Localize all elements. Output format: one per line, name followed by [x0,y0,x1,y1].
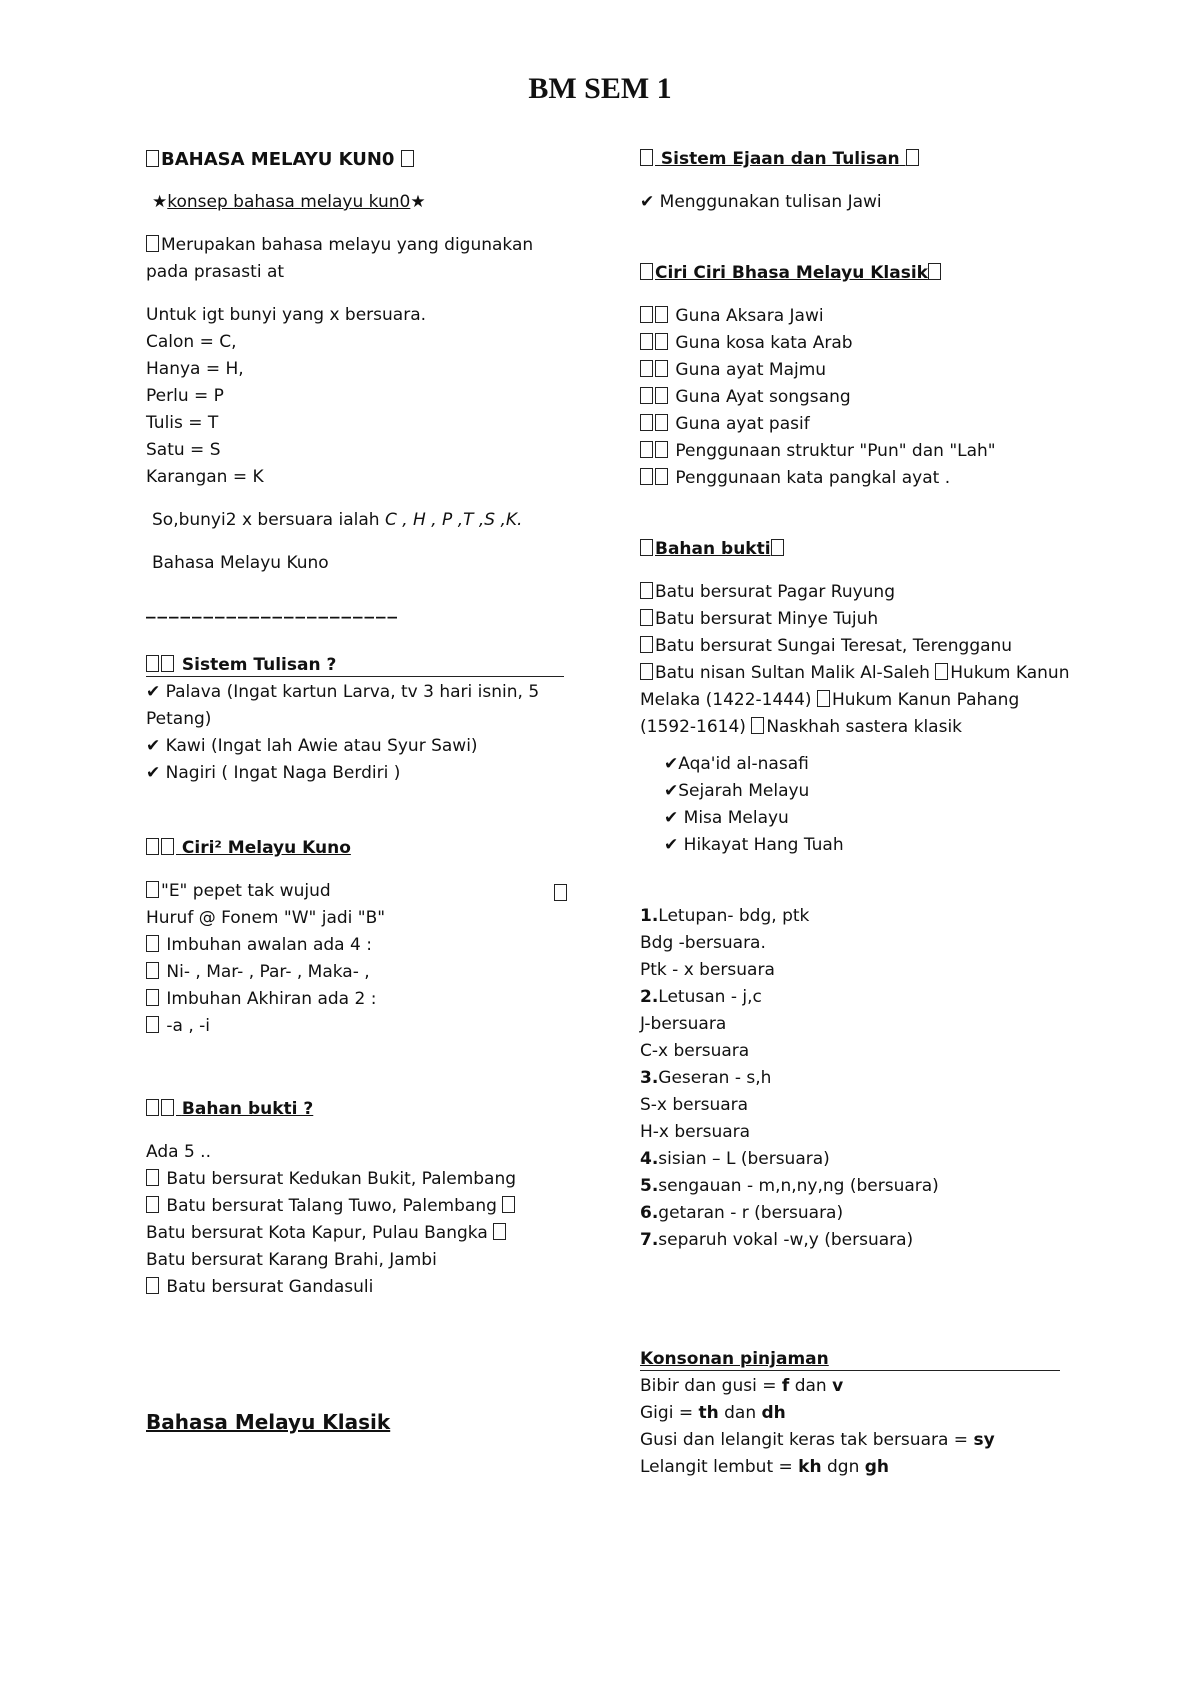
missing-glyph-icon [640,387,653,404]
missing-glyph-icon [771,539,784,556]
bukti-text: Batu bersurat Kedukan Bukit, Palembang [166,1169,517,1189]
missing-glyph-icon [146,881,159,898]
naskhah-item [640,805,1070,832]
missing-glyph-icon [817,690,830,707]
bunyi-item [640,1119,1070,1146]
check-icon: ✔ [146,763,166,783]
bunyi-item [640,1065,1070,1092]
bunyi-text: J-bersuara [640,1014,727,1034]
bmk-heading-text: BAHASA MELAYU KUN0 [161,149,395,170]
ciri-kuno-heading-text: Ciri² Melayu Kuno [181,838,351,858]
mnemonic-block [146,302,566,491]
check-icon: ✔ [664,781,679,801]
missing-glyph-icon [640,360,653,377]
missing-glyph-icon [655,441,668,458]
bunyi-text: separuh vokal -w,y (bersuara) [658,1230,914,1250]
tulisan-item [146,760,566,787]
pinjaman-text: dgn [821,1457,865,1477]
ciri-klasik-item [640,438,1070,465]
pinjaman-text: Gigi = [640,1403,699,1423]
bukti-item [146,1274,566,1301]
mnemonic-item: Hanya = H, [146,359,244,379]
missing-glyph-icon [935,663,948,680]
ciri-klasik-item [640,411,1070,438]
missing-glyph-icon [146,935,159,952]
definition-body: Merupakan bahasa melayu yang digunakan pada prasasti at [146,235,534,282]
bukti-klasik-heading [640,536,1070,563]
mnemonic-item: Tulis = T [146,413,219,433]
konsep-text: konsep bahasa melayu kun0 [167,192,411,212]
ciri-klasik-item [640,330,1070,357]
bukti-item [146,1220,566,1247]
bunyi-item [640,1092,1070,1119]
ciri-klasik-text: Guna ayat pasif [675,414,810,434]
bmk-label: Bahasa Melayu Kuno [152,553,329,573]
bunyi-item [640,957,1070,984]
missing-glyph-icon [655,414,668,431]
missing-glyph-icon [146,1196,159,1213]
naskhah-text: Sejarah Melayu [678,781,810,801]
missing-glyph-icon [751,717,764,734]
missing-glyph-icon [928,263,941,280]
bunyi-list [640,903,1070,1254]
bunyi-item [640,1038,1070,1065]
ejaan-heading [640,146,1070,173]
bunyi-text: getaran - r (bersuara) [658,1203,844,1223]
pinjaman-letter: th [698,1403,719,1423]
ciri-klasik-item [640,465,1070,492]
bukti-klasik-paragraph [640,660,1070,741]
naskhah-item [640,778,1070,805]
missing-glyph-icon [146,1277,159,1294]
missing-glyph-icon [640,468,653,485]
bunyi-text: Bdg -bersuara. [640,933,766,953]
missing-glyph-icon [161,838,174,855]
missing-glyph-icon [146,1169,159,1186]
bukti-item [146,1193,566,1220]
bunyi-text: Letusan - j,c [658,987,762,1007]
bukti-klasik-list [640,579,1070,741]
bukti-klasik-text: Batu bersurat Minye Tujuh [655,609,879,629]
missing-glyph-icon [146,655,159,672]
pinjaman-text: dan [789,1376,833,1396]
ejaan-text: Menggunakan tulisan Jawi [659,192,882,212]
tulisan-text: Nagiri ( Ingat Naga Berdiri ) [165,763,401,783]
pinjaman-item [640,1373,1070,1400]
check-icon: ✔ [146,736,166,756]
bunyi-text: Geseran - s,h [658,1068,772,1088]
so-line [146,507,566,534]
missing-glyph-icon [640,539,653,556]
pinjaman-text: dan [718,1403,762,1423]
pinjaman-letter: sy [973,1430,995,1450]
ciri-klasik-item [640,384,1070,411]
pinjaman-text: Gusi dan lelangit keras tak bersuara = [640,1430,974,1450]
ciri-text: Imbuhan awalan ada 4 : [166,935,372,955]
tulisan-heading [146,654,564,677]
missing-glyph-icon [655,306,668,323]
bunyi-number: 3. [640,1068,659,1088]
star-icon: ★ [152,192,168,212]
bukti-item [146,1166,566,1193]
bunyi-item [640,1200,1070,1227]
definition-text [146,232,566,286]
tulisan-heading-row [146,652,566,679]
tulisan-section [146,652,566,787]
naskhah-item [640,832,1070,859]
bunyi-item [640,1227,1070,1254]
bunyi-item [640,1011,1070,1038]
ciri-item [146,986,566,1013]
missing-glyph-icon [640,441,653,458]
ciri-text: "E" pepet tak wujud [161,881,331,901]
pinjaman-item [640,1454,1070,1481]
pinjaman-letter: v [832,1376,844,1396]
tulisan-heading-text: Sistem Tulisan ? [181,655,337,675]
mnemonic-item: Calon = C, [146,332,237,352]
bunyi-item [640,930,1070,957]
missing-glyph-icon [493,1223,506,1240]
left-column [146,146,566,1436]
missing-glyph-icon [146,838,159,855]
missing-glyph-icon [640,263,653,280]
mnemonic-item: Karangan = K [146,467,264,487]
missing-glyph-icon [554,884,567,901]
pinjaman-section [640,1346,1070,1481]
bukti-klasik-item [640,606,1070,633]
bunyi-number: 7. [640,1230,659,1250]
star-icon: ★ [410,192,426,212]
ciri-klasik-text: Guna Aksara Jawi [675,306,824,326]
bukti-item [146,1247,566,1274]
check-icon: ✔ [664,754,679,774]
pinjaman-letter: gh [864,1457,890,1477]
ciri-klasik-heading-text: Ciri Ciri Bhasa Melayu Klasik [655,263,928,283]
tulisan-text: Kawi (Ingat lah Awie atau Syur Sawi) [165,736,478,756]
ciri-item [146,932,566,959]
mnemonic-intro: Untuk igt bunyi yang x bersuara. [146,305,427,325]
tulisan-text: Palava (Ingat kartun Larva, tv 3 hari isnin, 5 Petang) [146,682,540,729]
ciri-klasik-text: Guna ayat Majmu [675,360,827,380]
missing-glyph-icon [161,1099,174,1116]
pinjaman-letter: kh [798,1457,822,1477]
ciri-kuno-heading [146,835,566,862]
pinjaman-item [640,1427,1070,1454]
check-icon: ✔ [146,682,166,702]
ciri-klasik-text: Penggunaan struktur "Pun" dan "Lah" [675,441,996,461]
klasik-heading: Bahasa Melayu Klasik [146,1410,391,1434]
missing-glyph-icon [655,360,668,377]
missing-glyph-icon [640,609,653,626]
bukti-klasik-text: Naskhah sastera klasik [766,717,963,737]
pinjaman-heading: Konsonan pinjaman [640,1348,1060,1371]
check-icon: ✔ [664,808,684,828]
naskhah-text: Hikayat Hang Tuah [683,835,844,855]
check-icon: ✔ [640,192,660,212]
missing-glyph-icon [655,333,668,350]
so-letters: C , H , P ,T ,S ,K. [384,510,523,530]
bunyi-item [640,1146,1070,1173]
bunyi-item [640,903,1070,930]
missing-glyph-icon [146,1099,159,1116]
konsep-line [146,189,566,216]
missing-glyph-icon [640,333,653,350]
ciri-klasik-list [640,303,1070,492]
bukti-klasik-item [640,633,1070,660]
bunyi-text: H-x bersuara [640,1122,751,1142]
bukti-kuno-heading-text: Bahan bukti ? [181,1099,314,1119]
bunyi-number: 1. [640,906,659,926]
bunyi-item [640,1173,1070,1200]
bukti-klasik-text: Hukum Kanun Pahang (1592-1614) [640,690,1020,737]
missing-glyph-icon [401,150,414,167]
pinjaman-heading-row [640,1346,1070,1373]
pinjaman-letter: f [781,1376,790,1396]
ejaan-item [640,189,1070,216]
page-title: BM SEM 1 [528,72,672,105]
pinjaman-item [640,1400,1070,1427]
bukti-kuno-heading [146,1096,566,1123]
missing-glyph-icon [146,989,159,1006]
missing-glyph-icon [146,1016,159,1033]
divider: ______________________ [146,597,399,619]
bukti-text: Batu bersurat Kota Kapur, Pulau Bangka [146,1223,488,1243]
ciri-item [146,878,566,905]
bunyi-item [640,984,1070,1011]
missing-glyph-icon [655,387,668,404]
mnemonic-item: Perlu = P [146,386,224,406]
bunyi-text: sengauan - m,n,ny,ng (bersuara) [658,1176,939,1196]
bunyi-number: 4. [640,1149,659,1169]
missing-glyph-icon [146,150,159,167]
bukti-text: Batu bersurat Karang Brahi, Jambi [146,1250,437,1270]
missing-glyph-icon [502,1196,515,1213]
missing-glyph-icon [640,582,653,599]
tulisan-item [146,679,566,733]
ciri-klasik-text: Guna kosa kata Arab [675,333,853,353]
bukti-klasik-text: Batu bersurat Pagar Ruyung [655,582,896,602]
naskhah-text: Misa Melayu [683,808,789,828]
so-prefix: So,bunyi2 x bersuara ialah [152,510,385,530]
bukti-klasik-item [640,579,1070,606]
right-column [640,146,1070,1481]
bukti-klasik-text: Hukum Kanun Melaka (1422-1444) [640,663,1070,710]
ciri-item: Huruf @ Fonem "W" jadi "B" [146,908,386,928]
missing-glyph-icon [640,636,653,653]
missing-glyph-icon [146,962,159,979]
bukti-klasik-text: Batu bersurat Sungai Teresat, Terengganu [655,636,1013,656]
missing-glyph-icon [146,235,159,252]
ciri-item [146,959,566,986]
pinjaman-text: Lelangit lembut = [640,1457,799,1477]
check-icon: ✔ [664,835,684,855]
bunyi-number: 2. [640,987,659,1007]
ciri-klasik-text: Penggunaan kata pangkal ayat . [675,468,951,488]
naskhah-item [640,751,1070,778]
ciri-text: Ni- , Mar- , Par- , Maka- , [166,962,370,982]
ciri-klasik-text: Guna Ayat songsang [675,387,851,407]
ciri-klasik-item [640,357,1070,384]
mnemonic-item: Satu = S [146,440,221,460]
bukti-text: Batu bersurat Gandasuli [166,1277,374,1297]
ejaan-heading-text: Sistem Ejaan dan Tulisan [660,149,900,169]
bunyi-text: C-x bersuara [640,1041,750,1061]
naskhah-list [640,751,1070,859]
tulisan-item [146,733,566,760]
pinjaman-text: Bibir dan gusi = [640,1376,782,1396]
bmk-heading [146,146,566,173]
missing-glyph-icon [161,655,174,672]
ciri-kuno-section [146,835,566,1040]
ciri-item [146,1013,566,1040]
ciri-text: -a , -i [166,1016,211,1036]
pinjaman-letter: dh [761,1403,786,1423]
bunyi-text: Ptk - x bersuara [640,960,775,980]
missing-glyph-icon [640,306,653,323]
missing-glyph-icon [640,663,653,680]
missing-glyph-icon [906,149,919,166]
ciri-text: Imbuhan Akhiran ada 2 : [166,989,377,1009]
naskhah-text: Aqa'id al-nasafi [678,754,809,774]
bukti-klasik-text: Batu nisan Sultan Malik Al-Saleh [655,663,936,683]
ciri-klasik-item [640,303,1070,330]
bunyi-number: 6. [640,1203,659,1223]
missing-glyph-icon [640,149,653,166]
bunyi-text: sisian – L (bersuara) [658,1149,830,1169]
bukti-klasik-heading-text: Bahan bukti [655,539,771,559]
bukti-intro: Ada 5 .. [146,1142,211,1162]
missing-glyph-icon [640,414,653,431]
bunyi-text: S-x bersuara [640,1095,749,1115]
bunyi-text: Letupan- bdg, ptk [658,906,810,926]
missing-glyph-icon [655,468,668,485]
bukti-kuno-section [146,1096,566,1301]
ciri-klasik-heading [640,260,1070,287]
bunyi-number: 5. [640,1176,659,1196]
bukti-text: Batu bersurat Talang Tuwo, Palembang [166,1196,497,1216]
